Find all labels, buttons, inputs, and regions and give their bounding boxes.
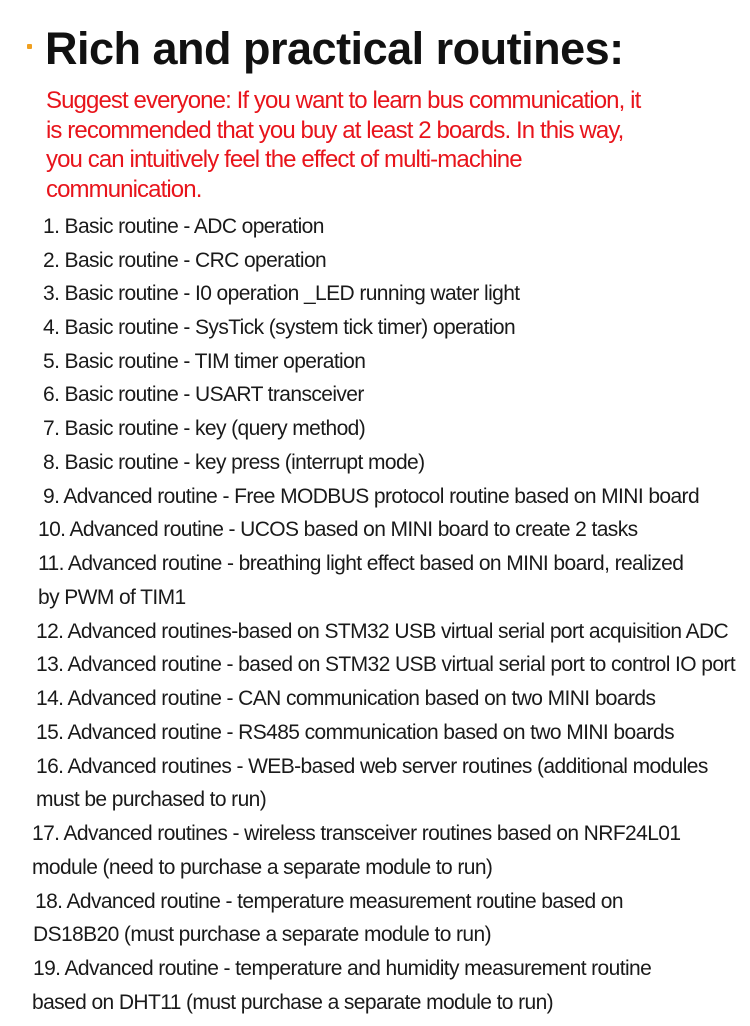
- list-item: 9. Advanced routine - Free MODBUS protocol routine based on MINI board: [43, 485, 700, 508]
- title-bullet-icon: [27, 44, 32, 49]
- page-title: Rich and practical routines:: [45, 23, 624, 74]
- list-item: 15. Advanced routine - RS485 communication based on two MINI boards: [36, 721, 675, 744]
- list-item: 16. Advanced routines - WEB-based web server routines (additional modules: [36, 755, 708, 778]
- list-item: 11. Advanced routine - breathing light effect based on MINI board, realized: [38, 552, 684, 575]
- list-item: 3. Basic routine - I0 operation _LED running water light: [43, 282, 520, 305]
- list-item: 8. Basic routine - key press (interrupt mode): [43, 451, 425, 474]
- list-item-continuation: DS18B20 (must purchase a separate module to run): [33, 923, 491, 946]
- list-item: 5. Basic routine - TIM timer operation: [43, 350, 366, 373]
- list-item: 18. Advanced routine - temperature measurement routine based on: [35, 890, 623, 913]
- notice-line: is recommended that you buy at least 2 boards. In this way,: [46, 116, 624, 144]
- list-item: 14. Advanced routine - CAN communication based on two MINI boards: [36, 687, 656, 710]
- list-item: 4. Basic routine - SysTick (system tick timer) operation: [43, 316, 516, 339]
- list-item: 10. Advanced routine - UCOS based on MINI board to create 2 tasks: [38, 518, 638, 541]
- list-item-continuation: based on DHT11 (must purchase a separate module to run): [32, 991, 554, 1014]
- list-item-continuation: must be purchased to run): [36, 788, 267, 811]
- list-item: 17. Advanced routines - wireless transceiver routines based on NRF24L01: [32, 822, 681, 845]
- list-item: 6. Basic routine - USART transceiver: [43, 383, 364, 406]
- list-item-continuation: by PWM of TIM1: [38, 586, 186, 609]
- list-item-continuation: module (need to purchase a separate module to run): [32, 856, 493, 879]
- list-item: 19. Advanced routine - temperature and humidity measurement routine: [33, 957, 652, 980]
- notice-line: Suggest everyone: If you want to learn bus communication, it: [46, 87, 641, 114]
- list-item: 1. Basic routine - ADC operation: [43, 215, 324, 238]
- notice-line: communication.: [46, 175, 202, 203]
- list-item: 12. Advanced routines-based on STM32 USB virtual serial port acquisition ADC: [36, 620, 729, 643]
- purchase-recommendation: [46, 86, 746, 204]
- list-item: 7. Basic routine - key (query method): [43, 417, 366, 440]
- list-item: 13. Advanced routine - based on STM32 USB virtual serial port to control IO port: [36, 653, 736, 676]
- list-item: 2. Basic routine - CRC operation: [43, 249, 327, 272]
- notice-line: you can intuitively feel the effect of multi-machine: [46, 146, 522, 173]
